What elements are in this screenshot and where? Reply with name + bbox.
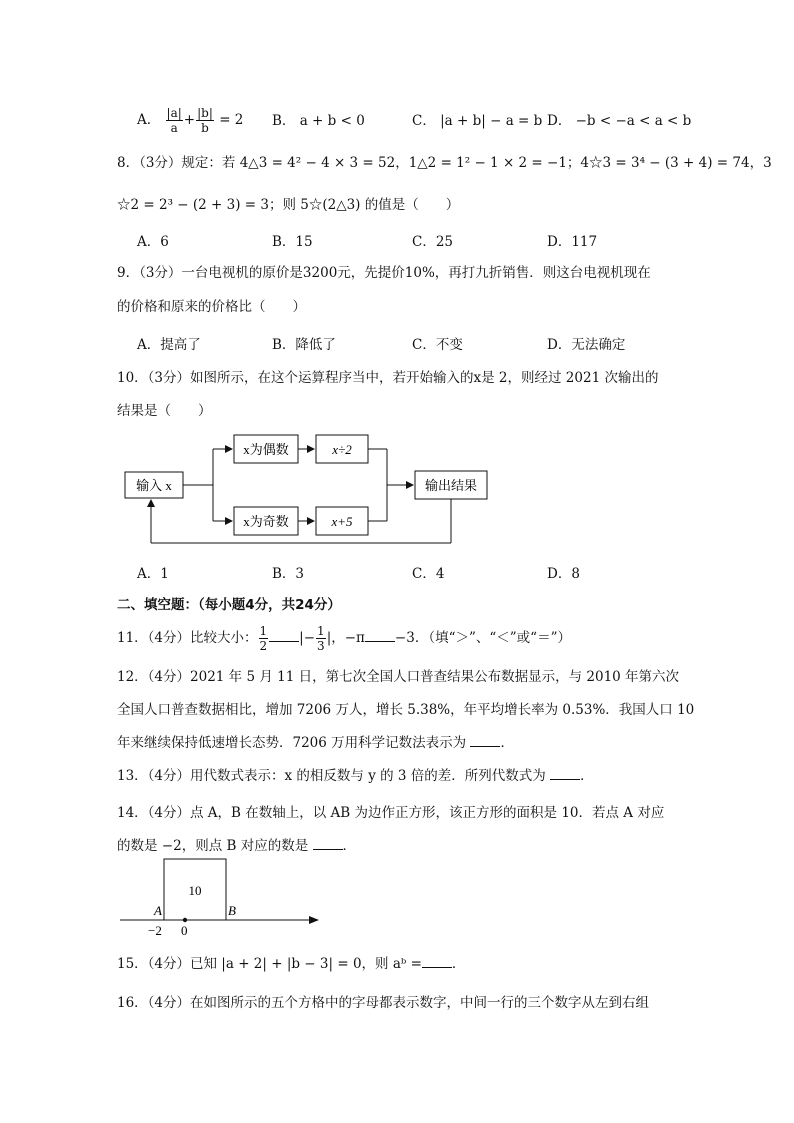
q12-line3: 年来继续保持低速增长态势．7206 万用科学记数法表示为 ． xyxy=(117,735,514,751)
answer-blank xyxy=(550,767,580,780)
answer-blank xyxy=(422,955,452,968)
answer-blank xyxy=(313,837,343,850)
q8-option-b: B．15 xyxy=(272,234,313,250)
q10-option-b: B．3 xyxy=(272,566,305,582)
origin-dot xyxy=(183,918,187,922)
flow-even-label: x为偶数 xyxy=(243,442,289,457)
answer-blank xyxy=(470,734,500,747)
q11-line: 11．（4分）比较大小： $\frac{1}{2}$ |− $\frac{1}{3}$ |，−π −3．（填“＞”、“＜”或“＝”） xyxy=(117,624,571,653)
q15-line: 15．（4分）已知 |a + 2| + |b − 3| = 0，则 aᵇ = ． xyxy=(117,956,466,972)
q9-option-d: D．无法确定 xyxy=(547,337,626,353)
q16-line1: 16．（4分）在如图所示的五个方格中的字母都表示数字，中间一行的三个数字从左到右组 xyxy=(117,995,650,1011)
q7-option-b: B． a + b < 0 xyxy=(272,113,365,129)
flow-odd-label: x为奇数 xyxy=(243,514,289,529)
q8-option-d: D．117 xyxy=(547,234,598,250)
fraction: $\frac{1}{3}$ xyxy=(317,624,325,653)
tick-label-neg2: −2 xyxy=(148,923,162,938)
flow-divide-label: x÷2 xyxy=(332,442,352,457)
answer-blank xyxy=(269,629,299,642)
q9-line1: 9．（3分）一台电视机的原价是3200元，先提价10%，再打九折销售．则这台电视机现在 xyxy=(117,265,651,281)
fraction: $\frac{|b|}{b}$ xyxy=(197,106,213,135)
q10-option-a: A．1 xyxy=(137,566,169,582)
q7-option-a: A． $\frac{|a|}{a}$ + $\frac{|b|}{b}$ = 2 xyxy=(137,106,244,135)
q10-option-c: C．4 xyxy=(412,566,445,582)
q8-option-c: C．25 xyxy=(412,234,454,250)
q10-flowchart xyxy=(115,425,515,555)
q13-line: 13．（4分）用代数式表示：x 的相反数与 y 的 3 倍的差．所列代数式为 ． xyxy=(117,768,594,784)
q9-option-b: B．降低了 xyxy=(272,337,336,353)
square-area-label: 10 xyxy=(188,883,202,898)
q10-option-d: D．8 xyxy=(547,566,580,582)
q8-option-a: A．6 xyxy=(137,234,169,250)
fraction: $\frac{1}{2}$ xyxy=(259,624,268,653)
q9-line2: 的价格和原来的价格比（ ） xyxy=(117,299,306,315)
q7-option-d: D． −b < −a < a < b xyxy=(547,113,692,129)
flow-input-label: 输入 x xyxy=(136,478,172,493)
answer-blank xyxy=(365,629,395,642)
q9-option-c: C．不变 xyxy=(412,337,463,353)
q7-option-c: C． |a + b| − a = b xyxy=(412,113,543,129)
q14-line1: 14．（4分）点 A，B 在数轴上，以 AB 为边作正方形，该正方形的面积是 10．若点 A 对应 xyxy=(117,805,665,821)
q8-line1: 8．（3分）规定：若 4△3 = 4² − 4 × 3 = 52，1△2 = 1² − 1 × 2 = −1；4☆3 = 3⁴ − (3 + 4) = 74，3 xyxy=(117,155,772,171)
q12-line2: 全国人口普查数据相比，增加 7206 万人，增长 5.38%，年平均增长率为 0.53%．我国人口 10 xyxy=(117,702,695,718)
q14-number-line-figure xyxy=(118,853,328,938)
tick-label-zero: 0 xyxy=(181,923,188,938)
q12-line1: 12．（4分）2021 年 5 月 11 日，第七次全国人口普查结果公布数据显示，与 2010 年第六次 xyxy=(117,669,680,685)
q10-line1: 10．（3分）如图所示，在这个运算程序当中，若开始输入的x是 2，则经过 2021 次输出的 xyxy=(117,370,659,386)
q9-option-a: A．提高了 xyxy=(137,337,201,353)
q8-line2: ☆2 = 2³ − (2 + 3) = 3；则 5☆(2△3) 的值是（ ） xyxy=(117,197,460,213)
point-b-label: B xyxy=(228,903,236,918)
flow-output-label: 输出结果 xyxy=(424,478,478,493)
q14-line2: 的数是 −2，则点 B 对应的数是 ． xyxy=(117,838,356,854)
q10-line2: 结果是（ ） xyxy=(117,403,212,419)
point-a-label: A xyxy=(154,903,162,918)
fraction: $\frac{|a|}{a}$ xyxy=(166,106,182,135)
flow-add-label: x+5 xyxy=(331,514,353,529)
section-heading: 二、填空题：（每小题4分，共24分） xyxy=(117,597,341,613)
